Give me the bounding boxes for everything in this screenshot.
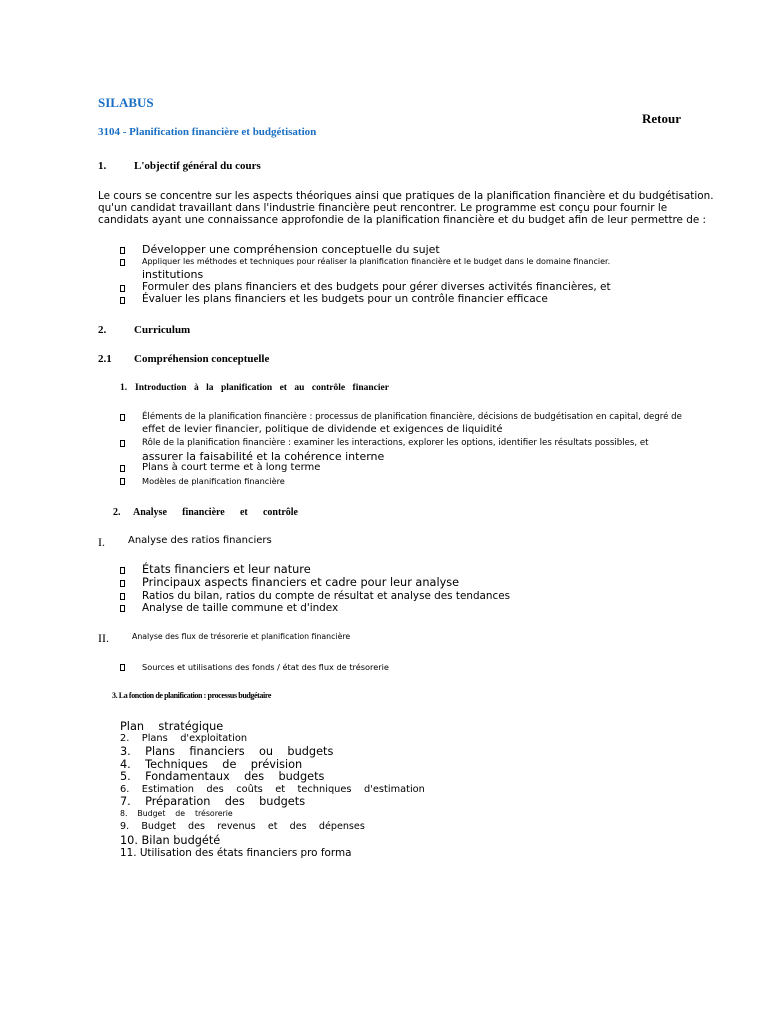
- section-number: 2.: [98, 324, 107, 336]
- section-heading: L'objectif général du cours: [134, 160, 261, 172]
- subsection-heading: Compréhension conceptuelle: [134, 353, 270, 365]
- bullet-icon: [120, 580, 125, 587]
- list-item: 4. Techniques de prévision: [120, 758, 303, 771]
- bullet-icon: [120, 465, 125, 472]
- list-item: 3. Plans financiers ou budgets: [120, 745, 334, 758]
- list-item: Ratios du bilan, ratios du compte de résultat et analyse des tendances: [142, 590, 511, 602]
- heading-word: au: [294, 383, 305, 393]
- subsection-number: 2.1: [98, 353, 112, 365]
- bullet-icon: [120, 414, 125, 421]
- heading-word: financier: [352, 383, 389, 393]
- list-item: 6. Estimation des coûts et techniques d'estimation: [120, 784, 425, 795]
- heading-word: et: [279, 383, 287, 393]
- list-item: Plans à court terme et à long terme: [142, 462, 321, 473]
- paragraph-line: candidats ayant une connaissance approfondie de la planification financière et du budget afin de leur permettre de :: [98, 214, 707, 226]
- bullet-icon: [120, 664, 125, 671]
- heading-word: contrôle: [262, 507, 298, 518]
- list-item: 5. Fondamentaux des budgets: [120, 770, 325, 783]
- heading-word: la: [206, 383, 214, 393]
- list-item: Plan stratégique: [120, 720, 224, 733]
- bullet-icon: [120, 285, 125, 292]
- list-item: 7. Préparation des budgets: [120, 795, 306, 808]
- heading-word: planification: [220, 383, 273, 393]
- list-item: 2. Plans d'exploitation: [120, 733, 248, 744]
- roman-numeral: II.: [98, 631, 109, 645]
- list-item: Évaluer les plans financiers et les budgets pour un contrôle financier efficace: [142, 293, 548, 305]
- bullet-icon: [120, 567, 125, 574]
- section-number: 1.: [98, 160, 107, 172]
- list-item: Appliquer les méthodes et techniques pour réaliser la planification financière et le budget dans le domaine financier.: [142, 257, 611, 266]
- list-item: Analyse de taille commune et d'index: [142, 602, 339, 614]
- list-item: 11. Utilisation des états financiers pro forma: [120, 847, 352, 859]
- heading-word: Analyse: [133, 507, 167, 518]
- list-item-continuation: institutions: [142, 268, 204, 281]
- page-title: SILABUS: [98, 95, 154, 110]
- bullet-icon: [120, 247, 125, 254]
- list-item: Développer une compréhension conceptuelle du sujet: [142, 243, 440, 256]
- heading-word: à: [193, 383, 199, 393]
- topic-heading: 3. La fonction de planification : processus budgétaire: [112, 691, 272, 700]
- list-item: Formuler des plans financiers et des budgets pour gérer diverses activités financières, et: [142, 281, 611, 293]
- list-item: Modèles de planification financière: [142, 476, 285, 486]
- paragraph-line: Le cours se concentre sur les aspects théoriques ainsi que pratiques de la planification financière et du budgétisation.: [98, 190, 714, 202]
- list-item-continuation: effet de levier financier, politique de dividende et exigences de liquidité: [142, 424, 503, 435]
- roman-numeral: I.: [98, 535, 105, 549]
- heading-word: financière: [182, 507, 225, 518]
- list-item-continuation: assurer la faisabilité et la cohérence interne: [142, 450, 385, 463]
- list-item: Sources et utilisations des fonds / état des flux de trésorerie: [142, 662, 389, 672]
- list-item: Éléments de la planification financière : processus de planification financière, décisions de budgétisation en capital, degré de: [142, 412, 682, 422]
- bullet-icon: [120, 605, 125, 612]
- back-link[interactable]: Retour: [642, 111, 681, 126]
- bullet-icon: [120, 478, 125, 485]
- course-title: 3104 - Planification financière et budgétisation: [98, 126, 317, 138]
- topic-number: 1.: [120, 383, 128, 393]
- topic-heading: [133, 507, 298, 518]
- bullet-icon: [120, 259, 125, 266]
- heading-word: contrôle: [311, 383, 346, 393]
- bullet-icon: [120, 593, 125, 600]
- paragraph-line: qu'un candidat travaillant dans l'industrie financière peut rencontrer. Le programme est conçu pour fournir le: [98, 202, 668, 214]
- list-item: 9. Budget des revenus et des dépenses: [120, 821, 365, 832]
- part-heading: Analyse des ratios financiers: [128, 535, 272, 546]
- topic-heading: [135, 383, 389, 393]
- section-heading: Curriculum: [134, 324, 191, 336]
- heading-word: Introduction: [135, 383, 187, 393]
- bullet-icon: [120, 297, 125, 304]
- part-heading: Analyse des flux de trésorerie et planification financière: [132, 632, 351, 641]
- list-item: États financiers et leur nature: [142, 563, 311, 576]
- topic-number: 2.: [113, 507, 121, 518]
- bullet-icon: [120, 440, 125, 447]
- list-item: Principaux aspects financiers et cadre pour leur analyse: [142, 576, 460, 589]
- heading-word: et: [239, 507, 248, 518]
- list-item: 10. Bilan budgété: [120, 834, 221, 847]
- list-item: Rôle de la planification financière : examiner les interactions, explorer les options, identifier les résultats possibles, et: [142, 438, 649, 448]
- list-item: 8. Budget de trésorerie: [120, 809, 233, 818]
